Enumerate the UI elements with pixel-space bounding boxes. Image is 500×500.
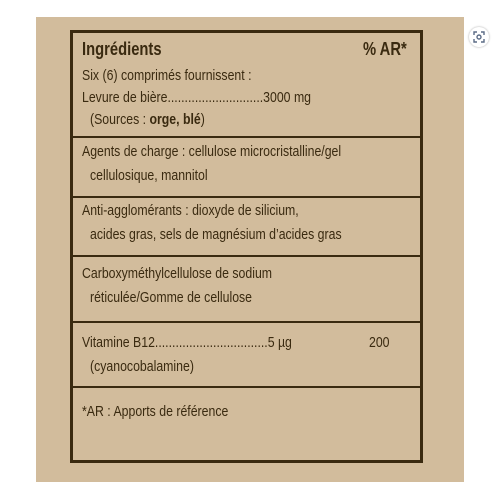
cmc-line-2: réticulée/Gomme de cellulose — [90, 289, 253, 306]
ingredients-title: Ingrédients — [82, 39, 162, 59]
divider — [73, 136, 420, 138]
anticaking-line-2: acides gras, sels de magnésium d’acides gras — [90, 226, 342, 243]
sources-prefix: (Sources : — [90, 111, 150, 128]
divider — [73, 255, 420, 257]
ar-column-header: % AR* — [363, 39, 407, 59]
footnote: *AR : Apports de référence — [82, 403, 229, 420]
anticaking-line-1: Anti-agglomérants : dioxyde de silicium, — [82, 202, 299, 219]
fillers-line-2: cellulosique, mannitol — [90, 167, 208, 184]
scan-icon[interactable] — [469, 27, 489, 47]
ingredients-label — [70, 30, 423, 463]
vitamin-form: (cyanocobalamine) — [90, 358, 194, 375]
product-image-panel — [36, 17, 464, 482]
cmc-line-1: Carboxyméthylcellulose de sodium — [82, 265, 273, 282]
yeast-line: Levure de bière............................3000 mg — [82, 89, 312, 106]
sources-suffix: ) — [200, 111, 205, 128]
intro-text: Six (6) comprimés fournissent : — [82, 67, 252, 84]
divider — [73, 386, 420, 388]
fillers-line-1: Agents de charge : cellulose microcristalline/gel — [82, 143, 342, 160]
vitamin-line: Vitamine B12.................................5 µg — [82, 334, 292, 351]
yeast-sources — [90, 111, 205, 129]
scan-icon-glyph — [469, 27, 489, 47]
divider — [73, 321, 420, 323]
divider — [73, 196, 420, 198]
vitamin-ar-value: 200 — [369, 334, 390, 351]
sources-allergens: orge, blé — [149, 111, 201, 128]
